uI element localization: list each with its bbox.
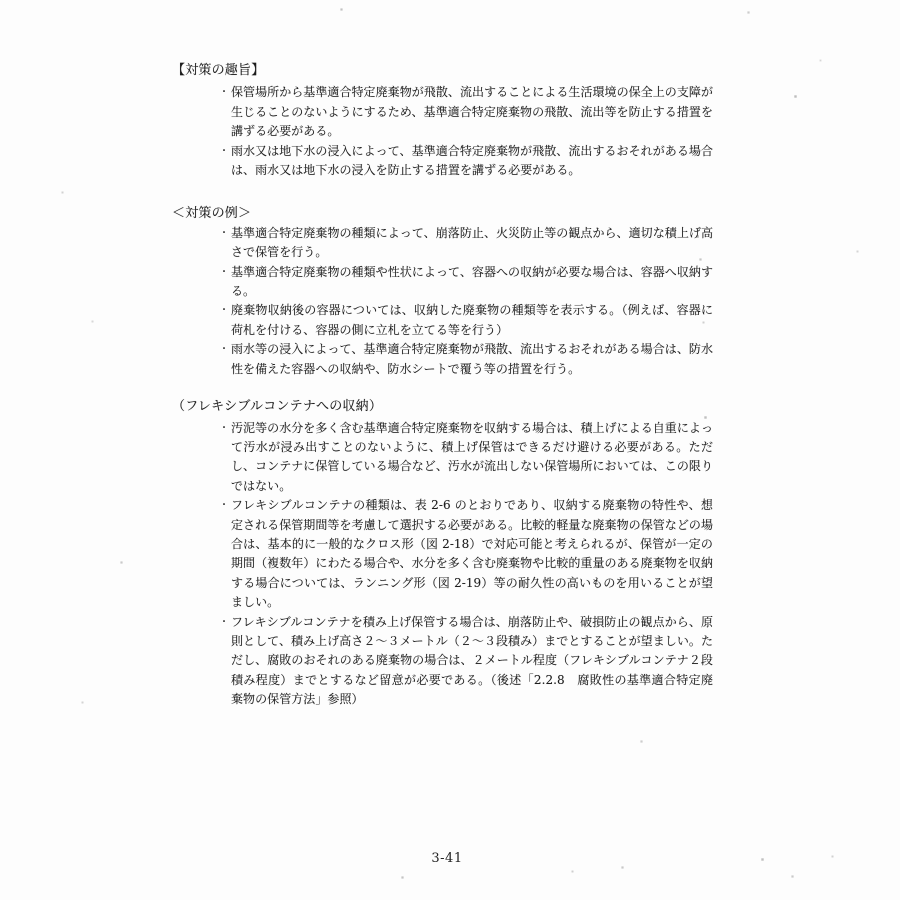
section-countermeasure-examples — [172, 204, 713, 379]
list-item — [172, 83, 713, 141]
list-item — [172, 301, 713, 340]
section-countermeasure-purpose — [172, 61, 713, 180]
section-flexible-container-storage — [172, 397, 713, 710]
bullet-text: 保管場所から基準適合特定廃棄物が飛散、流出することによる生活環境の保全上の支障が生じることのないようにするため、基準適合特定廃棄物の飛散、流出等を防止する措置を講ずる必要がある。 — [231, 85, 714, 139]
bullet-marker: ・ — [219, 305, 229, 317]
scan-noise-specks — [0, 0, 1, 1]
bullet-text: 基準適合特定廃棄物の種類や性状によって、容器への収納が必要な場合は、容器へ収納する。 — [231, 264, 713, 299]
bullet-text: 基準適合特定廃棄物の種類によって、崩落防止、火災防止等の観点から、適切な積上げ高さで保管を行う。 — [231, 225, 713, 260]
bullet-marker: ・ — [219, 500, 229, 512]
list-item — [172, 496, 713, 612]
bullet-text: 汚泥等の水分を多く含む基準適合特定廃棄物を収納する場合は、積上げによる自重によって汚水が浸み出すことのないように、積上げ保管はできるだけ避ける必要がある。ただし、コンテナに保管している場合など、汚水が流出しない保管場所においては、この限りではない。 — [231, 420, 714, 493]
bullet-text: フレキシブルコンテナの種類は、表 2-6 のとおりであり、収納する廃棄物の特性や、想定される保管期間等を考慮して選択する必要がある。比較的軽量な廃棄物の保管などの場合は、基本的に一般的なクロス形（図 2-18）で対応可能と考えられるが、保管が一定の期間（複数年）にわたる場合や、水分を多く含む廃棄物や比較的重量のある廃棄物を収納する場合については、ランニング形（図 2-19）等の耐久性の高いものを用いることが望ましい。 — [231, 498, 714, 610]
bullet-marker: ・ — [219, 227, 229, 239]
list-item — [172, 419, 713, 497]
section-heading: （フレキシブルコンテナへの収納） — [172, 399, 383, 415]
bullet-text: 廃棄物収納後の容器については、収納した廃棄物の種類等を表示する。（例えば、容器に荷札を付ける、容器の側に立札を立てる等を行う） — [231, 303, 713, 337]
bullet-marker: ・ — [219, 87, 229, 99]
bullet-marker: ・ — [219, 266, 229, 278]
section-heading: 【対策の趣旨】 — [172, 63, 265, 78]
bullet-marker: ・ — [219, 344, 229, 356]
bullet-text: 雨水等の浸入によって、基準適合特定廃棄物が飛散、流出するおそれがある場合は、防水性を備えた容器への収納や、防水シートで覆う等の措置を行う。 — [231, 342, 713, 376]
list-item — [172, 263, 713, 302]
page-number: 3-41 — [431, 851, 463, 866]
bullet-marker: ・ — [219, 422, 229, 434]
list-item — [172, 340, 713, 379]
bullet-text: 雨水又は地下水の浸入によって、基準適合特定廃棄物が飛散、流出するおそれがある場合は、雨水又は地下水の浸入を防止する措置を講ずる必要がある。 — [231, 143, 713, 178]
list-item — [172, 613, 713, 710]
list-item — [172, 224, 713, 263]
bullet-text: フレキシブルコンテナを積み上げ保管する場合は、崩落防止や、破損防止の観点から、原則として、積み上げ高さ２～３メートル（２～３段積み）までとすることが望ましい。ただし、腐敗のおそれのある廃棄物の場合は、２メートル程度（フレキシブルコンテナ２段積み程度）までとするなど留意が必要である。（後述「2.2.8 腐敗性の基準適合特定廃棄物の保管方法」参照） — [231, 614, 713, 707]
section-heading: ＜対策の例＞ — [172, 206, 252, 222]
bullet-marker: ・ — [219, 145, 229, 157]
list-item — [172, 142, 713, 181]
bullet-marker: ・ — [219, 616, 229, 628]
document-body — [172, 61, 713, 710]
